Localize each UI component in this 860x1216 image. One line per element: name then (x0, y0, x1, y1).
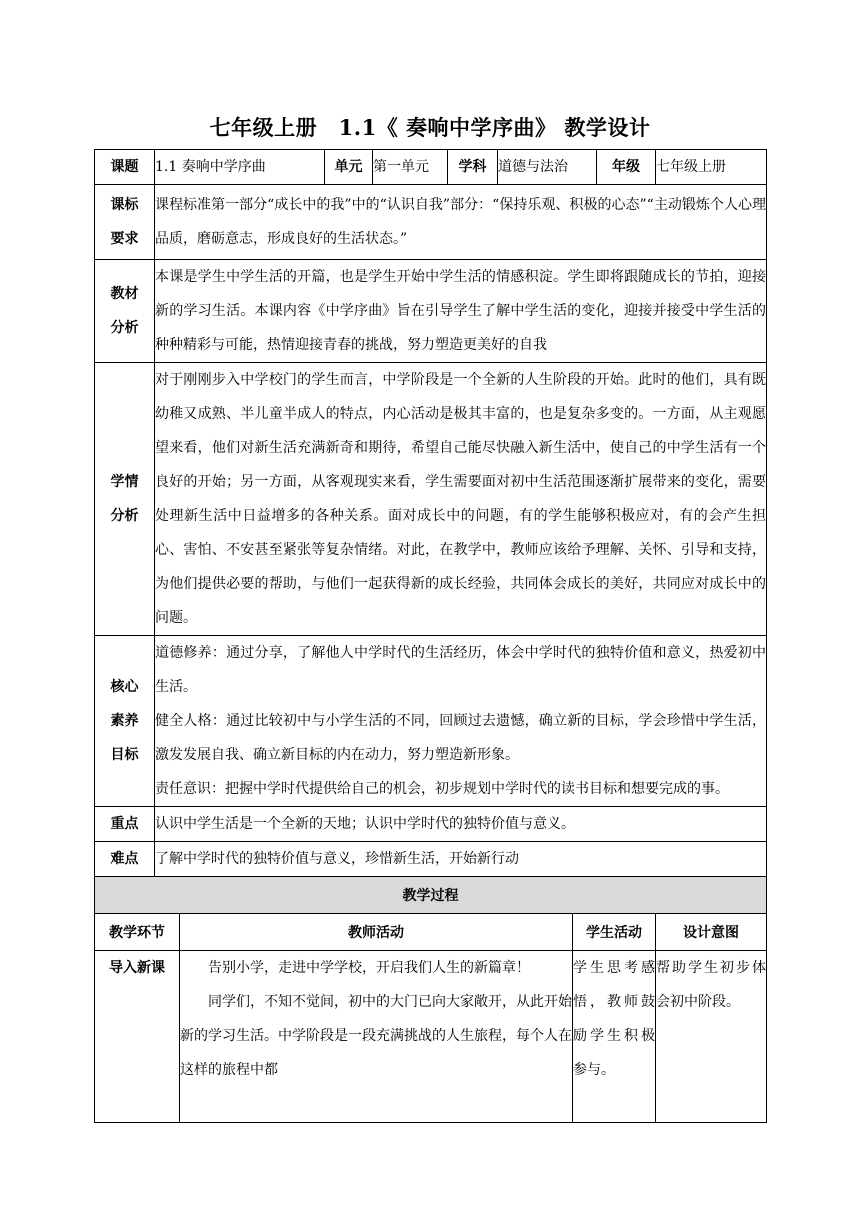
column-intent: 设计意图 (656, 914, 767, 951)
process-teacher: 告别小学，走进中学学校，开启我们人生的新篇章！ 同学们，不知不觉间，初中的大门已向大家敞开，从此开始新的学习生活。中学阶段是一段充满挑战的人生旅程，每个人在这样的旅程中都 (180, 951, 573, 1123)
grade-label: 年级 (597, 150, 656, 185)
subject-label: 学科 (448, 150, 498, 185)
students-label: 学情 分析 (95, 363, 155, 636)
topic-label: 课题 (95, 150, 155, 185)
difficult-text: 了解中学时代的独特价值与意义，珍惜新生活，开始新行动 (155, 842, 767, 877)
column-student: 学生活动 (573, 914, 656, 951)
core-row (95, 636, 767, 807)
core-responsibility: 责任意识：把握中学时代提供给自己的机会，初步规划中学时代的读书目标和想要完成的事。 (155, 781, 729, 797)
standard-text: 课程标准第一部分“成长中的我”中的“认识自我”部分：“保持乐观、积极的心态”“主动锻炼个人心理品质，磨砺意志，形成良好的生活状态。” (155, 185, 767, 260)
process-student: 学生思考感悟，教师鼓励学生积极参与。 (573, 951, 656, 1123)
material-row (95, 260, 767, 363)
key-text: 认识中学生活是一个全新的天地；认识中学时代的独特价值与意义。 (155, 807, 767, 842)
table-row (95, 951, 767, 1123)
process-header: 教学过程 (95, 877, 767, 914)
students-row (95, 363, 767, 636)
difficult-row (95, 842, 767, 877)
column-teacher: 教师活动 (180, 914, 573, 951)
students-text: 对于刚刚步入中学校门的学生而言，中学阶段是一个全新的人生阶段的开始。此时的他们，具有既幼稚又成熟、半儿童半成人的特点，内心活动是极其丰富的，也是复杂多变的。一方面，从主观愿望来看，他们对新生活充满新奇和期待，希望自己能尽快融入新生活中，使自己的中学生活有一个良好的开始；另一方面，从客观现实来看，学生需要面对初中生活范围逐渐扩展带来的变化，需要处理新生活中日益增多的各种关系。面对成长中的问题，有的学生能够积极应对，有的会产生担心、害怕、不安甚至紧张等复杂情绪。对此，在教学中，教师应该给予理解、关怀、引导和支持，为他们提供必要的帮助，与他们一起获得新的成长经验，共同体会成长的美好，共同应对成长中的问题。 (155, 363, 767, 636)
core-label: 核心 素养 目标 (95, 636, 155, 807)
grade-value: 七年级上册 (656, 150, 767, 185)
unit-value: 第一单元 (373, 150, 448, 185)
subject-value: 道德与法治 (498, 150, 597, 185)
difficult-label: 难点 (95, 842, 155, 877)
key-row (95, 807, 767, 842)
key-label: 重点 (95, 807, 155, 842)
unit-label: 单元 (325, 150, 373, 185)
column-step: 教学环节 (95, 914, 180, 951)
lesson-plan-table (94, 149, 767, 1123)
core-text (155, 636, 767, 807)
process-step: 导入新课 (95, 951, 180, 1123)
material-text: 本课是学生中学生活的开篇，也是学生开始中学生活的情感积淀。学生即将跟随成长的节拍，迎接新的学习生活。本课内容《中学序曲》旨在引导学生了解中学生活的变化，迎接并接受中学生活的种种精彩与可能，热情迎接青春的挑战，努力塑造更美好的自我 (155, 260, 767, 363)
process-intent: 帮助学生初步体会初中阶段。 (656, 951, 767, 1123)
standard-label: 课标 要求 (95, 185, 155, 260)
core-personality: 健全人格：通过比较初中与小学生活的不同，回顾过去遗憾，确立新的目标，学会珍惜中学生活，激发发展自我、确立新目标的内在动力，努力塑造新形象。 (155, 713, 766, 763)
process-columns-row (95, 914, 767, 951)
core-moral: 道德修养：通过分享，了解他人中学时代的生活经历，体会中学时代的独特价值和意义，热爱初中生活。 (155, 645, 766, 695)
header-row (95, 150, 767, 185)
process-header-row (95, 877, 767, 914)
standard-row (95, 185, 767, 260)
material-label: 教材 分析 (95, 260, 155, 363)
topic-value: 1.1 奏响中学序曲 (155, 150, 325, 185)
document-title: 七年级上册 1.1《 奏响中学序曲》 教学设计 (209, 115, 651, 140)
